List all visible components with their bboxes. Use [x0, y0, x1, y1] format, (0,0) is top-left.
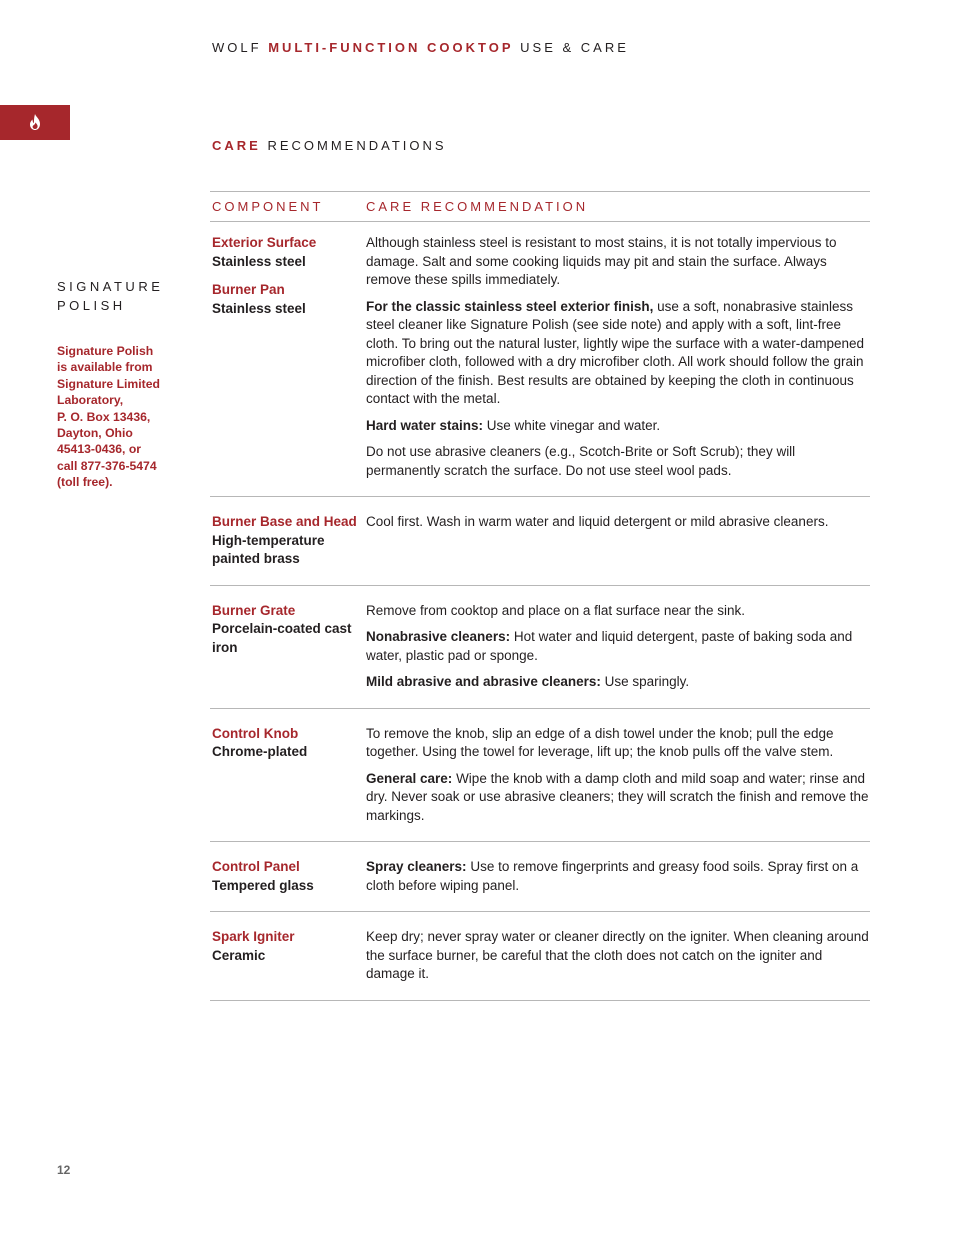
- recommendation-lead: General care:: [366, 770, 453, 786]
- sidebar-note-line: Laboratory,: [57, 393, 124, 408]
- sidebar-note-line: (toll free).: [57, 475, 113, 490]
- sidebar-note-line: P. O. Box 13436,: [57, 409, 151, 424]
- component-name: Control Panel: [212, 859, 300, 874]
- component-group: [212, 513, 366, 569]
- component-group: [212, 725, 366, 762]
- recommendation-text: Cool first. Wash in warm water and liquid detergent or mild abrasive cleaners.: [366, 514, 829, 529]
- table-row: [210, 709, 870, 843]
- table-row: [210, 586, 870, 709]
- component-material: Ceramic: [212, 947, 266, 963]
- header-product: MULTI-FUNCTION COOKTOP: [268, 40, 514, 55]
- recommendation-paragraph: [366, 298, 870, 409]
- recommendation-text: Do not use abrasive cleaners (e.g., Scotch-Brite or Soft Scrub); they will permanently scratch the surface. Do not use steel wool pads.: [366, 444, 796, 478]
- recommendation-paragraph: [366, 234, 870, 290]
- recommendation-text: Use to remove fingerprints and greasy food soils. Spray first on a cloth before wiping panel.: [366, 859, 859, 893]
- component-name: Exterior Surface: [212, 235, 317, 250]
- recommendation-cell: [366, 234, 870, 480]
- care-table: [210, 191, 870, 1001]
- component-material: Chrome-plated: [212, 744, 308, 759]
- sidebar-note-line: call 877-376-5474: [57, 458, 157, 473]
- recommendation-paragraph: [366, 628, 870, 665]
- recommendation-paragraph: [366, 417, 870, 436]
- component-name: Spark Igniter: [212, 929, 295, 944]
- component-cell: [210, 928, 366, 984]
- sidebar-note-line: Signature Limited: [57, 376, 160, 391]
- recommendation-paragraph: [366, 770, 870, 826]
- recommendation-text: Keep dry; never spray water or cleaner directly on the igniter. When cleaning around the surface burner, be careful that the cloth does not catch on the igniter and damage it.: [366, 929, 869, 981]
- recommendation-paragraph: [366, 513, 870, 532]
- recommendation-lead: Nonabrasive cleaners:: [366, 629, 511, 644]
- section-title-strong: CARE: [212, 138, 261, 153]
- sidebar-note-line: Dayton, Ohio: [57, 426, 133, 441]
- component-name: Burner Pan: [212, 282, 285, 297]
- recommendation-paragraph: [366, 673, 870, 692]
- component-group: [212, 281, 366, 318]
- recommendation-lead: Hard water stains:: [366, 417, 484, 433]
- recommendation-cell: [366, 725, 870, 826]
- recommendation-text: Remove from cooktop and place on a flat surface near the sink.: [366, 602, 745, 618]
- table-row: [210, 222, 870, 497]
- component-cell: [210, 234, 366, 480]
- sidebar-note-line: is available from: [57, 360, 153, 375]
- sidebar-note-line: Signature Polish: [57, 344, 154, 358]
- component-cell: [210, 513, 366, 569]
- component-cell: [210, 602, 366, 692]
- sidebar-title-line: POLISH: [57, 298, 126, 313]
- component-material: Tempered glass: [212, 877, 314, 893]
- component-name: Burner Grate: [212, 602, 296, 618]
- table-row: [210, 912, 870, 1001]
- component-group: [212, 928, 366, 965]
- recommendation-cell: [366, 513, 870, 569]
- sidebar-note: [57, 343, 187, 491]
- component-name: Control Knob: [212, 725, 299, 741]
- recommendation-text: Use sparingly.: [600, 674, 690, 689]
- sidebar-note-line: 45413-0436, or: [57, 442, 142, 457]
- recommendation-text: use a soft, nonabrasive stainless steel cleaner like Signature Polish (see side note) and apply with a soft, lint-free cloth. To bring out the natural luster, lightly wipe the surface with a water-dampened microfiber cloth, followed with a dry microfiber cloth. All work should follow the grain direction of the finish. Best results are obtained by keeping the cloth in continuous contact with the metal.: [366, 298, 865, 406]
- recommendation-paragraph: [366, 858, 870, 895]
- table-row: [210, 497, 870, 586]
- flame-icon: [29, 114, 41, 130]
- running-header: [212, 40, 629, 55]
- header-doc: USE & CARE: [520, 40, 629, 55]
- component-cell: [210, 725, 366, 826]
- component-name: Burner Base and Head: [212, 514, 357, 529]
- recommendation-cell: [366, 928, 870, 984]
- component-group: [212, 858, 366, 895]
- component-material: Porcelain-coated cast iron: [212, 621, 352, 655]
- recommendation-lead: Mild abrasive and abrasive cleaners:: [366, 674, 601, 689]
- component-group: [212, 234, 366, 271]
- recommendation-text: Although stainless steel is resistant to most stains, it is not totally impervious to damage. Salt and some cooking liquids may pit and stain the surface. Always remove these spills immediately.: [366, 235, 837, 287]
- section-tab: [0, 105, 70, 140]
- recommendation-cell: [366, 602, 870, 692]
- recommendation-text: Hot water and liquid detergent, paste of baking soda and water, plastic pad or sponge.: [366, 629, 853, 663]
- sidebar-title-line: SIGNATURE: [57, 279, 164, 294]
- recommendation-paragraph: [366, 602, 870, 621]
- header-brand: WOLF: [212, 40, 262, 55]
- page-number: 12: [57, 1163, 71, 1177]
- recommendation-lead: For the classic stainless steel exterior finish,: [366, 298, 654, 314]
- section-title-rest: RECOMMENDATIONS: [267, 138, 447, 153]
- recommendation-paragraph: [366, 443, 870, 480]
- table-header: [210, 191, 870, 222]
- table-body: [210, 222, 870, 1001]
- header-component: COMPONENT: [212, 199, 324, 214]
- component-cell: [210, 858, 366, 895]
- recommendation-text: Use white vinegar and water.: [483, 417, 661, 433]
- component-group: [212, 602, 366, 658]
- component-material: High-temperature painted brass: [212, 532, 325, 566]
- recommendation-lead: Spray cleaners:: [366, 859, 467, 874]
- recommendation-text: To remove the knob, slip an edge of a dish towel under the knob; pull the edge together. Using the towel for leverage, lift up; the knob pulls off the valve stem.: [366, 725, 834, 759]
- component-material: Stainless steel: [212, 253, 306, 269]
- section-title: [212, 138, 447, 153]
- table-row: [210, 842, 870, 912]
- header-recommendation: CARE RECOMMENDATION: [366, 199, 589, 214]
- component-material: Stainless steel: [212, 300, 306, 316]
- recommendation-paragraph: [366, 928, 870, 984]
- recommendation-paragraph: [366, 725, 870, 762]
- recommendation-text: Wipe the knob with a damp cloth and mild soap and water; rinse and dry. Never soak or use abrasive cleaners; they will scratch the finish and remove the markings.: [366, 770, 869, 823]
- sidebar-title: [57, 277, 163, 315]
- recommendation-cell: [366, 858, 870, 895]
